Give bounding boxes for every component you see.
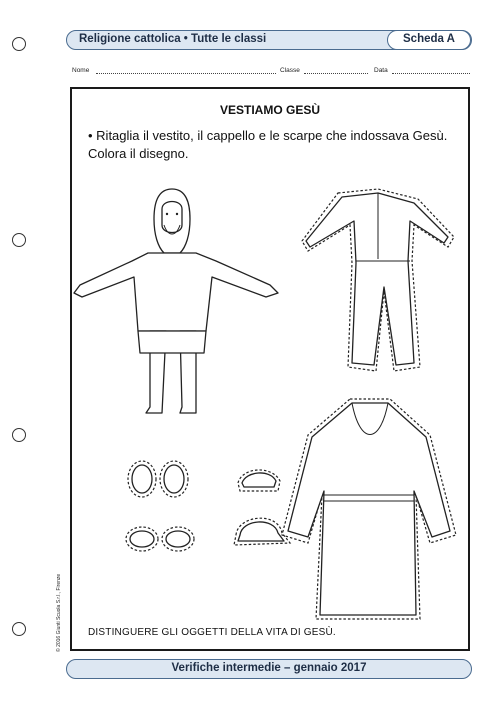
modern-clothes-cutout	[298, 187, 458, 377]
worksheet-frame	[70, 87, 470, 651]
header-bar	[66, 30, 472, 50]
name-label: Nome	[72, 67, 90, 74]
name-field[interactable]	[96, 73, 276, 74]
robe-cutout	[280, 395, 460, 625]
date-field[interactable]	[392, 73, 470, 74]
footer-bar	[66, 659, 472, 679]
shoes-cutout	[126, 459, 206, 569]
copyright-notice: © 2016 Giunti Scuola S.r.l., Firenze	[56, 573, 62, 652]
subject-label: Religione cattolica • Tutte le classi	[79, 33, 267, 45]
learning-objective-caption: DISTINGUERE GLI OGGETTI DELLA VITA DI GESÙ.	[88, 627, 336, 638]
sheet-label: Scheda A	[387, 30, 471, 50]
class-field[interactable]	[304, 73, 368, 74]
date-label: Data	[374, 67, 388, 74]
worksheet-title: VESTIAMO GESÙ	[219, 103, 320, 117]
binder-hole-3	[12, 428, 26, 442]
footer-label: Verifiche intermedie – gennaio 2017	[171, 662, 367, 674]
class-label: Classe	[280, 67, 300, 74]
binder-hole-4	[12, 622, 26, 636]
instruction-text: • Ritaglia il vestito, il cappello e le scarpe che indossava Gesù. Colora il disegno.	[88, 128, 448, 161]
binder-hole-2	[12, 233, 26, 247]
jesus-figure-illustration	[88, 181, 288, 441]
binder-hole-1	[12, 37, 26, 51]
